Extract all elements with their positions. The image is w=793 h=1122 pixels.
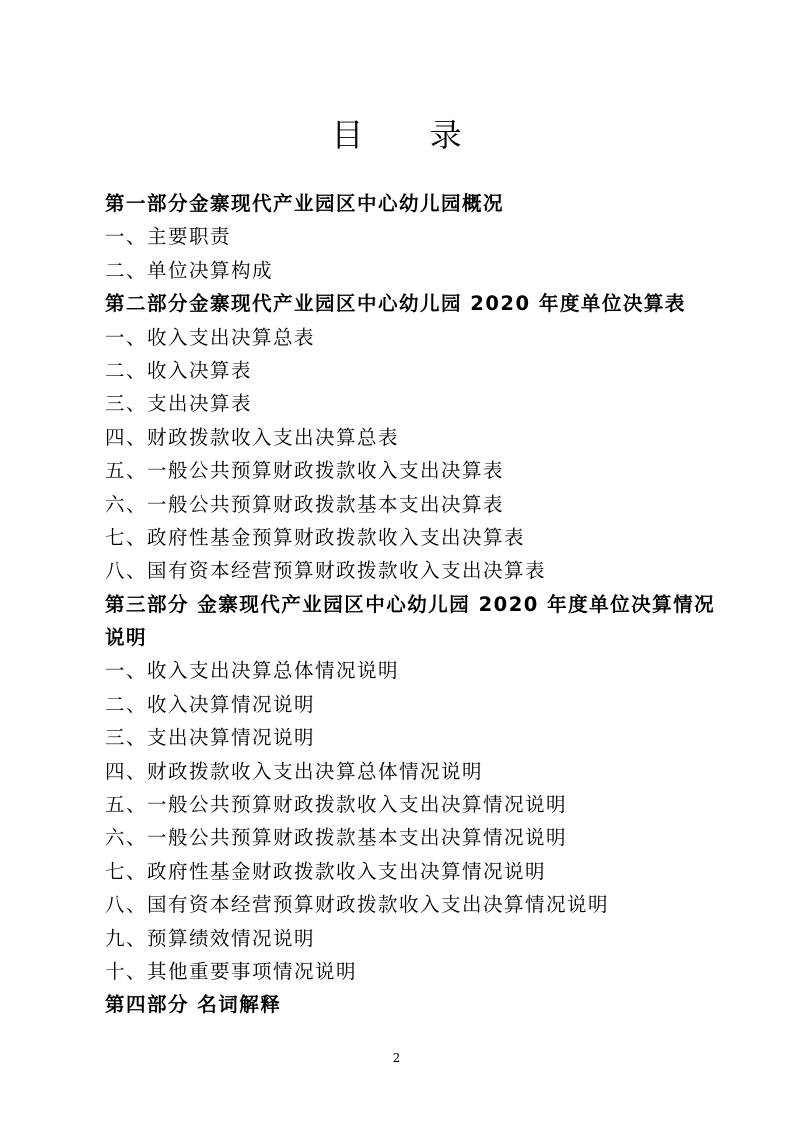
toc-section-heading: 说明 bbox=[105, 626, 148, 650]
page-number: 2 bbox=[392, 1051, 401, 1065]
toc-item: 三、支出决算表 bbox=[105, 392, 253, 416]
table-of-contents bbox=[105, 187, 716, 1022]
toc-item: 四、财政拨款收入支出决算总表 bbox=[105, 425, 400, 449]
toc-item: 二、收入决算表 bbox=[105, 358, 253, 382]
toc-section-heading: 第一部分金寨现代产业园区中心幼儿园概况 bbox=[105, 192, 505, 215]
toc-section-heading: 第四部分 名词解释 bbox=[105, 993, 282, 1017]
toc-item: 二、收入决算情况说明 bbox=[105, 692, 316, 716]
toc-item: 六、一般公共预算财政拨款基本支出决算情况说明 bbox=[105, 826, 568, 850]
toc-item: 六、一般公共预算财政拨款基本支出决算表 bbox=[105, 492, 505, 516]
toc-item: 十、其他重要事项情况说明 bbox=[105, 959, 358, 983]
toc-item: 四、财政拨款收入支出决算总体情况说明 bbox=[105, 759, 484, 783]
toc-item: 八、国有资本经营预算财政拨款收入支出决算表 bbox=[105, 559, 547, 583]
toc-item: 一、收入支出决算总表 bbox=[105, 325, 316, 349]
toc-section-heading: 第二部分金寨现代产业园区中心幼儿园 2020 年度单位决算表 bbox=[105, 292, 686, 316]
toc-item: 一、收入支出决算总体情况说明 bbox=[105, 659, 400, 683]
toc-item: 七、政府性基金预算财政拨款收入支出决算表 bbox=[105, 525, 526, 549]
toc-item: 八、国有资本经营预算财政拨款收入支出决算情况说明 bbox=[105, 893, 610, 917]
toc-item: 五、一般公共预算财政拨款收入支出决算表 bbox=[105, 459, 505, 483]
page-title: 目 录 bbox=[331, 116, 490, 154]
toc-item: 七、政府性基金财政拨款收入支出决算情况说明 bbox=[105, 859, 547, 883]
toc-item: 三、支出决算情况说明 bbox=[105, 726, 316, 750]
toc-item: 一、主要职责 bbox=[105, 225, 232, 249]
toc-item: 九、预算绩效情况说明 bbox=[105, 926, 316, 950]
toc-item: 二、单位决算构成 bbox=[105, 258, 274, 282]
toc-section-heading: 第三部分 金寨现代产业园区中心幼儿园 2020 年度单位决算情况 bbox=[105, 592, 716, 616]
toc-item: 五、一般公共预算财政拨款收入支出决算情况说明 bbox=[105, 793, 568, 817]
